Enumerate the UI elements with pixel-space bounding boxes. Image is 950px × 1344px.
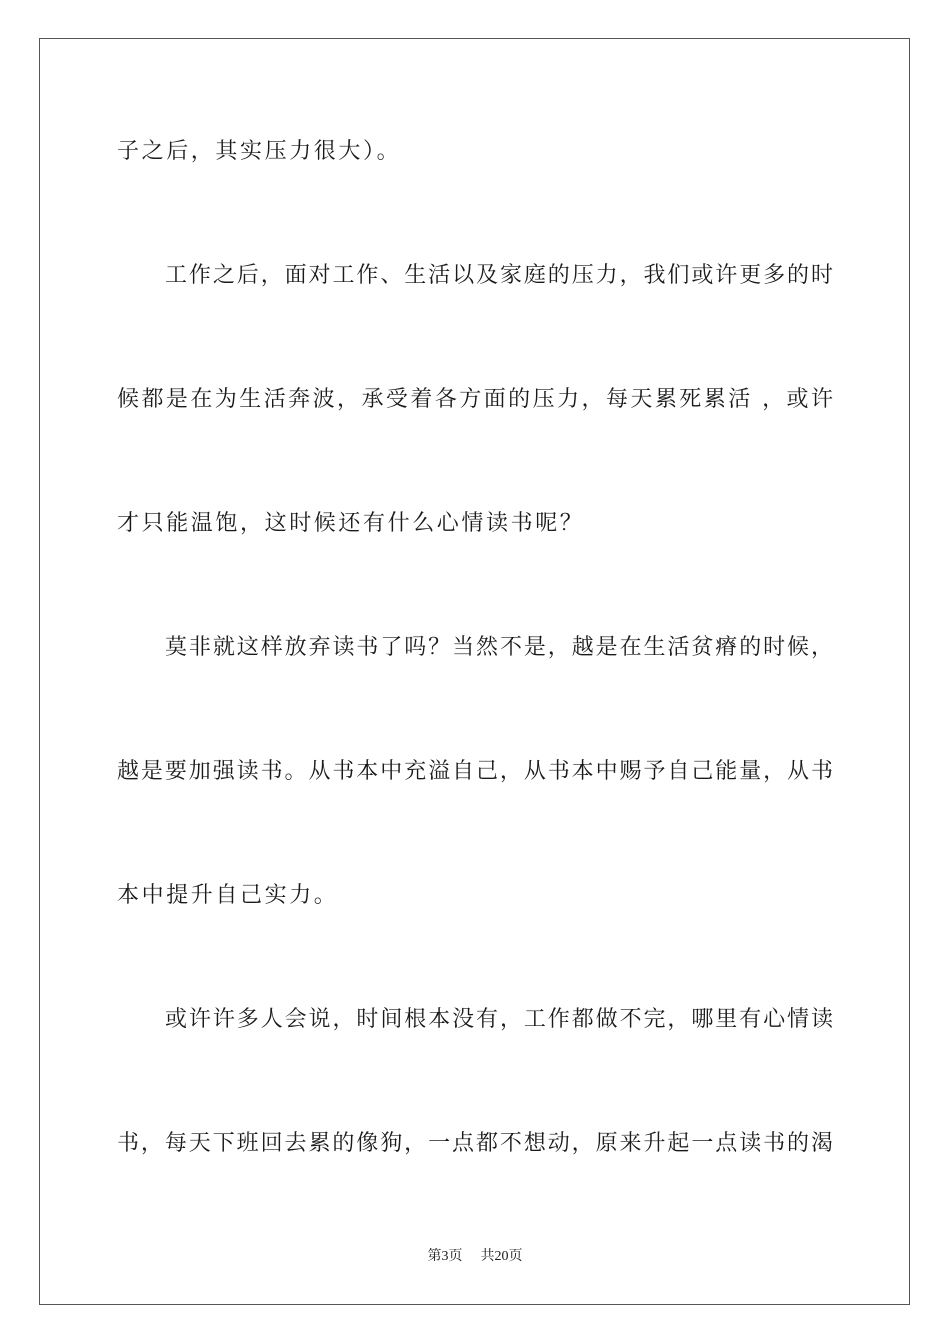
- text-line: 本中提升自己实力。: [117, 883, 339, 908]
- text-line: 子之后，其实压力很大）。: [117, 139, 402, 164]
- text-line: 候都是在为生活奔波，承受着各方面的压力，每天累死累活 ，或许: [117, 387, 833, 412]
- paragraph-first-line: 或许许多人会说，时间根本没有，工作都做不完，哪里有心情读: [165, 1007, 833, 1032]
- paragraph-first-line: 工作之后，面对工作、生活以及家庭的压力，我们或许更多的时: [165, 263, 833, 288]
- page-number: 第3页: [427, 1249, 463, 1264]
- paragraph-first-line: 莫非就这样放弃读书了吗？当然不是，越是在生活贫瘠的时候，: [165, 635, 833, 660]
- page-footer: [0, 1247, 950, 1267]
- text-line: 越是要加强读书。从书本中充溢自己，从书本中赐予自己能量，从书: [117, 759, 833, 784]
- text-line: 才只能温饱，这时候还有什么心情读书呢？: [117, 511, 585, 536]
- page-total: 共20页: [480, 1249, 523, 1264]
- text-line: 书，每天下班回去累的像狗，一点都不想动，原来升起一点读书的渴: [117, 1131, 833, 1156]
- page-frame: [39, 38, 910, 1305]
